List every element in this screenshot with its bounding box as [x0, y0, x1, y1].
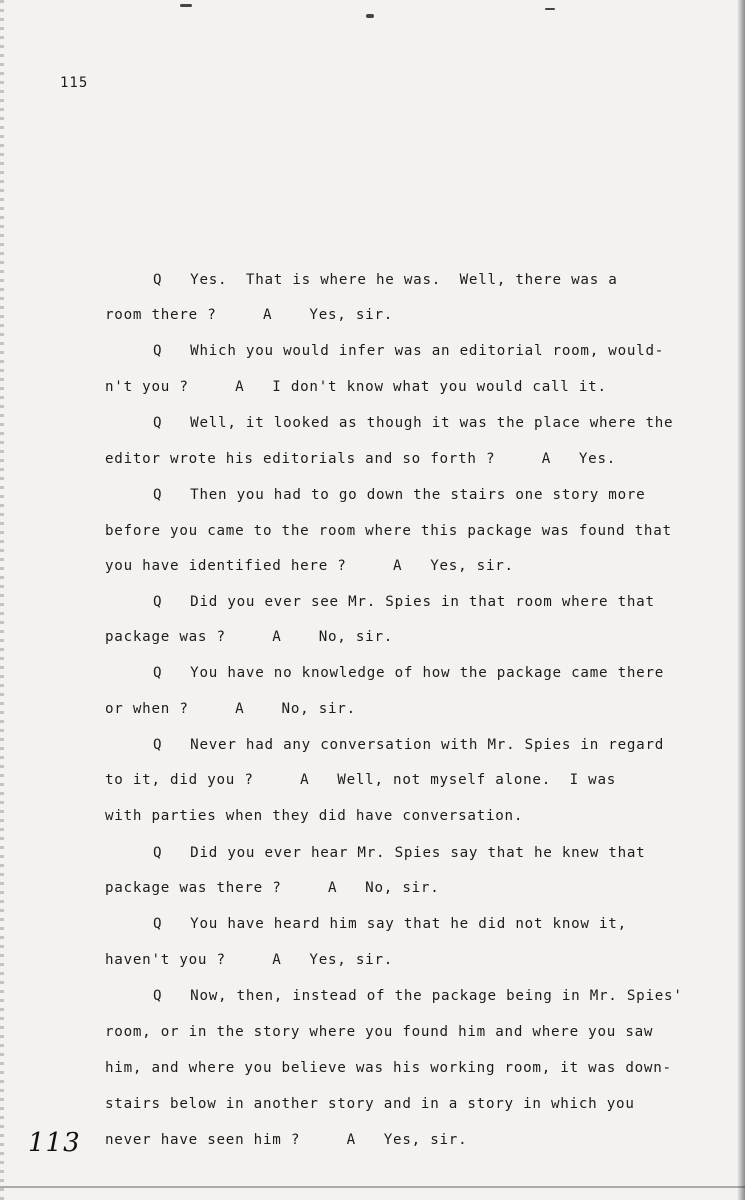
transcript-line: package was ? A No, sir.	[105, 629, 394, 645]
page-number: 115	[60, 75, 89, 91]
top-mark	[180, 4, 192, 7]
transcript-line: Q Now, then, instead of the package being in Mr. Spies'	[153, 988, 683, 1004]
transcript-line: before you came to the room where this package was found that	[105, 523, 672, 539]
transcript-line: stairs below in another story and in a story in which you	[105, 1096, 635, 1112]
transcript-line: him, and where you believe was his working room, it was down-	[105, 1060, 672, 1076]
top-mark	[545, 8, 555, 10]
bottom-edge-line	[0, 1186, 745, 1188]
transcript-line: n't you ? A I don't know what you would call it.	[105, 379, 607, 395]
transcript-line: never have seen him ? A Yes, sir.	[105, 1132, 468, 1148]
transcript-line: Q Well, it looked as though it was the place where the	[153, 415, 674, 431]
transcript-line: Q You have no knowledge of how the package came there	[153, 665, 665, 681]
transcript-line: package was there ? A No, sir.	[105, 880, 440, 896]
transcript-line: room there ? A Yes, sir.	[105, 307, 394, 323]
page-left-edge	[0, 0, 4, 1200]
page-right-edge	[737, 0, 745, 1200]
transcript-line: Q You have heard him say that he did not know it,	[153, 916, 627, 932]
transcript-line: Q Did you ever see Mr. Spies in that room where that	[153, 594, 655, 610]
transcript-line: editor wrote his editorials and so forth ? A Yes.	[105, 451, 617, 467]
transcript-line: Q Yes. That is where he was. Well, there was a	[153, 272, 618, 288]
transcript-line: Q Did you ever hear Mr. Spies say that he knew that	[153, 845, 646, 861]
transcript-line: Q Never had any conversation with Mr. Spies in regard	[153, 737, 665, 753]
transcript-line: with parties when they did have conversation.	[105, 808, 524, 824]
transcript-line: Q Which you would infer was an editorial room, would-	[153, 343, 665, 359]
transcript-line: haven't you ? A Yes, sir.	[105, 952, 394, 968]
transcript-line: you have identified here ? A Yes, sir.	[105, 558, 514, 574]
transcript-line: Q Then you had to go down the stairs one story more	[153, 487, 646, 503]
transcript-line: room, or in the story where you found him and where you saw	[105, 1024, 654, 1040]
top-mark	[366, 14, 374, 18]
transcript-line: to it, did you ? A Well, not myself alone. I was	[105, 772, 617, 788]
transcript-line: or when ? A No, sir.	[105, 701, 356, 717]
handwritten-page-number: 113	[28, 1128, 81, 1158]
